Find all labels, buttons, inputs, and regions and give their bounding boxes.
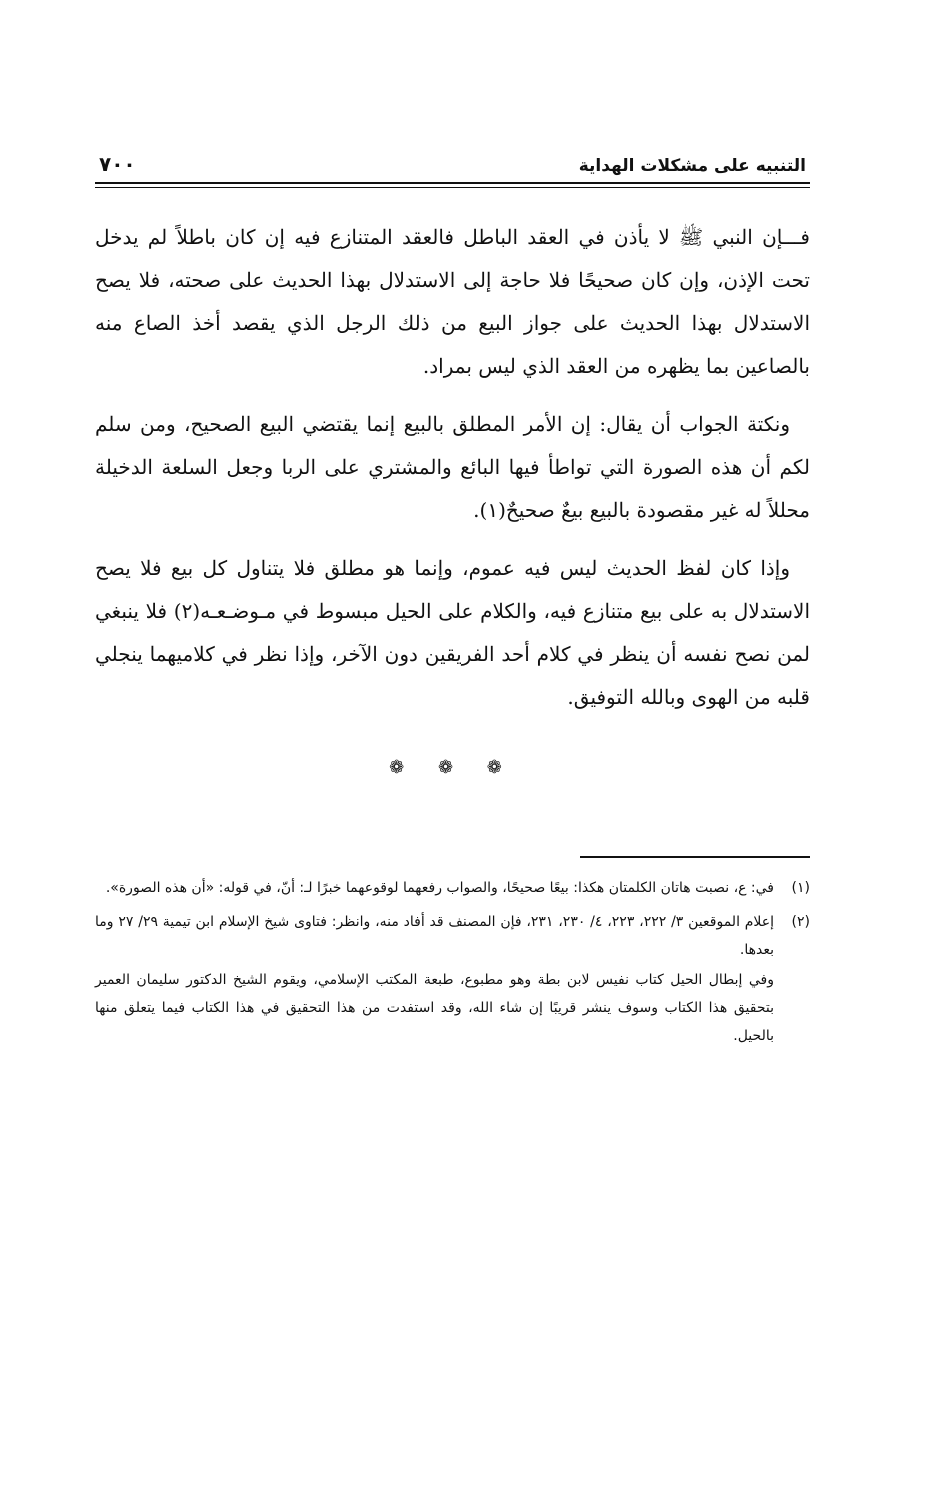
footnotes: [95, 874, 810, 1050]
footnote-rule: [580, 856, 810, 858]
footnote-2-continuation: وفي إبطال الحيل كتاب نفيس لابن بطة وهو مطبوع، طبعة المكتب الإسلامي، ويقوم الشيخ الدكتور سليمان العمير بتحقيق هذا الكتاب وسوف ينشر قريبًا إن شاء الله، وقد استفدت من هذا التحقيق في هذا الكتاب فيما يتعلق منها بالحيل.: [95, 972, 774, 1044]
body-text: [95, 216, 810, 719]
footnote-1-number: (١): [791, 880, 810, 896]
page-number: ٧٠٠: [99, 152, 136, 176]
section-separator: ❁ ❁ ❁: [389, 757, 516, 778]
running-header: [95, 140, 810, 176]
footnote-2-text: إعلام الموقعين ٣/ ٢٢٢، ٢٢٣، ٤/ ٢٣٠، ٢٣١، فإن المصنف قد أفاد منه، وانظر: فتاوى شيخ الإسلام ابن تيمية ٢٩/ ٢٧ وما بعدها.: [95, 914, 775, 958]
paragraph-1: فـــإن النبي ﷺ لا يأذن في العقد الباطل فالعقد المتنازع فيه إن كان باطلاً لم يدخل تحت الإذن، وإن كان صحيحًا فلا حاجة إلى الاستدلال بهذا الحديث على صحته، فلا يصح الاستدلال بهذا الحديث على جواز البيع من ذلك الرجل الذي يقصد أخذ الصاع منه بالصاعين بما يظهره من العقد الذي ليس بمراد.: [95, 225, 810, 378]
footnote-2-number: (٢): [791, 914, 810, 930]
footnote-1-text: في: ع، نصبت هاتان الكلمتان هكذا: بيعًا صحيحًا، والصواب رفعهما لوقوعهما خبرًا لـ: أنّ، في قوله: «أن هذه الصورة».: [105, 880, 774, 896]
paragraph-3: وإذا كان لفظ الحديث ليس فيه عموم، وإنما هو مطلق فلا يتناول كل بيع فلا يصح الاستدلال به على بيع متنازع فيه، والكلام على الحيل مبسوط في مـوضـعـه(٢) فلا ينبغي لمن نصح نفسه أن ينظر في كلام أحد الفريقين دون الآخر، وإذا نظر في كلاميهما ينجلي قلبه من الهوى وبالله التوفيق.: [95, 556, 810, 709]
footnote-1: [95, 874, 810, 902]
book-page: [95, 140, 810, 1050]
header-title: التنبيه على مشكلات الهداية: [578, 156, 806, 176]
paragraph-2: ونكتة الجواب أن يقال: إن الأمر المطلق بالبيع إنما يقتضي البيع الصحيح، ومن سلم لكم أن هذه الصورة التي تواطأ فيها البائع والمشتري على الربا وجعل السلعة الدخيلة محللاً له غير مقصودة بالبيع بيعٌ صحيحٌ(١).: [95, 412, 810, 522]
footnote-2: [95, 908, 810, 964]
header-rule: [95, 182, 810, 188]
